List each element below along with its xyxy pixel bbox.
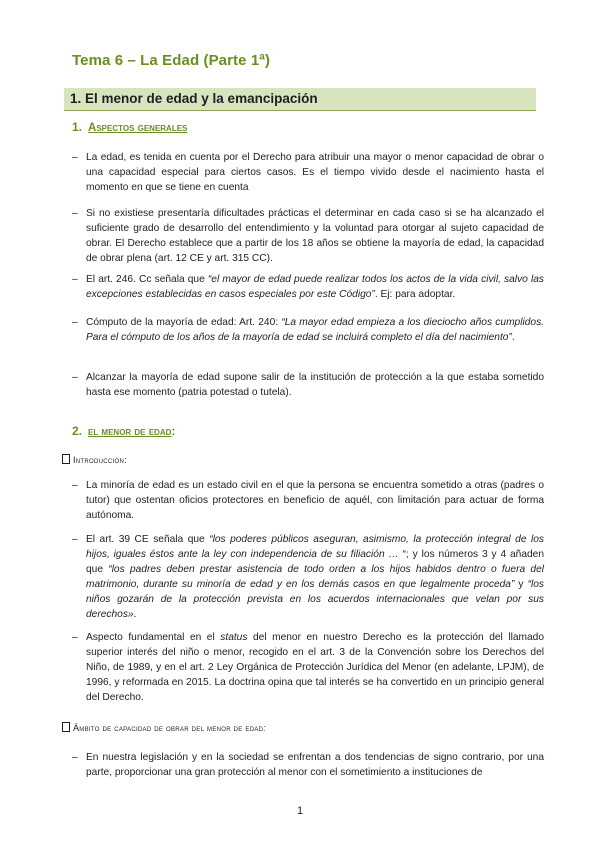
text-run: El art. 39 CE señala que <box>86 534 210 545</box>
list-item <box>72 750 544 780</box>
dash-bullet: – <box>72 152 78 163</box>
section-title: 1. El menor de edad y la emancipación <box>70 91 318 106</box>
text-run: . <box>133 609 137 620</box>
page-number: 1 <box>296 805 304 817</box>
list-item <box>72 315 544 345</box>
paragraph <box>72 532 544 622</box>
section-header <box>64 88 536 111</box>
paragraph <box>72 272 544 302</box>
text-run: El art. 246. Cc señala que <box>86 274 208 285</box>
text-run: Cómputo de la mayoría de edad: Art. 240: <box>86 317 282 328</box>
heading-text: Ámbito de capacidad de obrar del menor de edad <box>73 723 264 733</box>
subsection-aspectos <box>72 120 187 134</box>
text-run: y <box>514 579 528 590</box>
text-run: del menor en nuestro Derecho es la protección del llamado superior interés del niño o menor, recogido en el art. 3 de la Convención sobre los Derechos del Niño, de 1989, y en el art. 2 Ley Orgánica de Protección Jurídica del Menor (en adelante, LPJM), de 1996, y reformada en 2015. La doctrina opina que tal interés se ha convertido en un principio general del Derecho. <box>86 632 544 703</box>
intro-heading <box>62 454 127 465</box>
dash-bullet: – <box>72 480 78 491</box>
dash-bullet: – <box>72 372 78 383</box>
paragraph: Si no existiese presentaría dificultades prácticas el determinar en cada caso si se ha alcanzado el suficiente grado de desarrollo del entendimiento y la voluntad para otorgar al sujeto capacidad de obrar. El Derecho establece que a partir de los 18 años se obtiene la mayoría de edad, la capacidad de obrar plena (art. 12 CE y art. 315 CC). <box>86 208 544 264</box>
quote: “los poderes públicos aseguran, asimismo, la protección integral de los hijos, iguales éstos ante la ley con independencia de su filiación … <box>86 534 544 560</box>
ambito-heading <box>62 722 266 733</box>
paragraph: La minoría de edad es un estado civil en el que la persona se encuentra sometido a otras (padres o tutor) que ostentan oficios protectores en beneficio de aquél, con limitación para actuar de forma autónoma. <box>86 480 544 521</box>
list-item <box>72 478 544 523</box>
subsection-label: el menor de edad <box>88 426 172 438</box>
heading-suffix: : <box>263 723 267 733</box>
subsection-number: 1. <box>72 120 83 134</box>
text-run: . Ej: para adoptar. <box>374 289 456 300</box>
paragraph <box>72 315 544 345</box>
quote: status <box>220 632 248 643</box>
quote: “los padres deben prestar asistencia de todo orden a los hijos habidos dentro o fuera del matrimonio, durante su minoría de edad y en los demás casos en que legalmente proceda” <box>86 564 544 590</box>
dash-bullet: – <box>72 274 78 285</box>
text-run: Aspecto fundamental en el <box>86 632 221 643</box>
subsection-number: 2. <box>72 424 83 438</box>
quote: “los niños gozarán de la protección prevista en los acuerdos internacionales que velan por sus derechos» <box>86 579 544 620</box>
list-item <box>72 206 544 266</box>
paragraph: En nuestra legislación y en la sociedad se enfrentan a dos tendencias de signo contrario, por una parte, proporcionar una gran protección al menor con el sometimiento a instituciones de <box>86 752 544 778</box>
quote: “el mayor de edad puede realizar todos los actos de la vida civil, salvo las excepciones establecidas en casos especiales por este Código” <box>86 274 544 300</box>
box-bullet-icon <box>62 722 70 732</box>
quote: “La mayor edad empieza a los dieciocho años cumplidos. Para el cómputo de los años de la mayoría de edad se incluirá completo el día del nacimiento” <box>86 317 544 343</box>
paragraph <box>72 630 544 705</box>
dash-bullet: – <box>72 208 78 219</box>
dash-bullet: – <box>72 317 78 328</box>
list-item <box>72 630 544 705</box>
list-item <box>72 370 544 400</box>
paragraph: La edad, es tenida en cuenta por el Derecho para atribuir una mayor o menor capacidad de obrar o una capacidad especial para ciertos casos. Es el tiempo vivido desde el nacimiento hasta el momento en que se tiene en cuenta <box>86 152 544 193</box>
list-item <box>72 532 544 622</box>
heading-text: Introducción: <box>73 455 127 465</box>
text-run: . <box>511 332 515 343</box>
box-bullet-icon <box>62 454 70 464</box>
dash-bullet: – <box>72 752 78 763</box>
list-item <box>72 272 544 302</box>
list-item <box>72 150 544 195</box>
paragraph: Alcanzar la mayoría de edad supone salir de la institución de protección a la que estaba sometido hasta ese momento (patria potestad o tutela). <box>86 372 544 398</box>
subsection-suffix: : <box>171 424 176 438</box>
document-title: Tema 6 – La Edad (Parte 1ª) <box>72 52 271 69</box>
text-run: “; y los números 3 y 4 añaden que <box>86 549 544 575</box>
subsection-label: Aspectos generales <box>88 122 188 134</box>
subsection-menor <box>72 424 175 438</box>
dash-bullet: – <box>72 632 78 643</box>
dash-bullet: – <box>72 534 78 545</box>
